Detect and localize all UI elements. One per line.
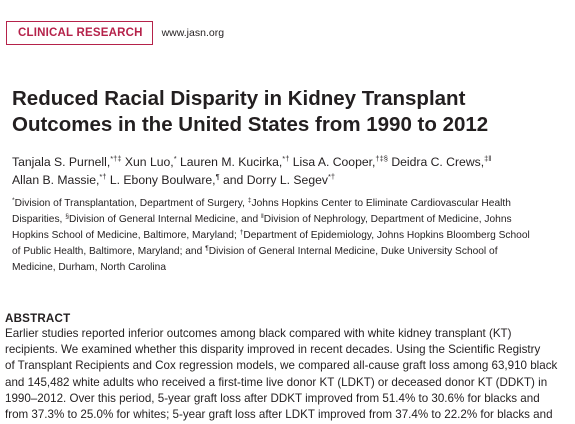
affiliation-marker: † (239, 229, 244, 236)
affiliation-marker: § (65, 213, 69, 220)
affiliation-marker: * (12, 197, 15, 204)
affiliation-line (12, 228, 568, 244)
author-affiliation-marker: ¶ (215, 172, 220, 181)
author-affiliation-marker: †‡§ (375, 154, 388, 163)
affiliation-text: Johns Hopkins Center to Eliminate Cardiovascular Health (251, 198, 511, 209)
affiliation-text: Division of General Internal Medicine, and (69, 214, 261, 225)
abstract-line: from 37.3% to 25.0% for whites; 5-year graft loss after LDKT improved from 37.4% to 22.2% for blacks and (5, 408, 553, 422)
affiliation-text: Department of Epidemiology, Johns Hopkins Bloomberg School (243, 230, 530, 241)
section-label-badge: CLINICAL RESEARCH (6, 21, 153, 45)
author-name: Xun Luo, (121, 155, 174, 169)
author-affiliation-marker: ‡ǁ (484, 154, 492, 163)
author-name: Lauren M. Kucirka, (176, 155, 283, 169)
author-name: Tanjala S. Purnell, (12, 155, 111, 169)
author-name: Allan B. Massie, (12, 173, 100, 187)
affiliation-text: Disparities, (12, 214, 66, 225)
abstract-line: and 145,482 white adults who received a first-time live donor KT (LDKT) or deceased donor KT (DDKT) in (5, 375, 548, 389)
affiliation-text: Medicine, Durham, North Carolina (12, 262, 167, 273)
affiliation-line (12, 244, 568, 260)
author-affiliation-marker: *† (282, 154, 290, 163)
author-name: L. Ebony Boulware, (106, 173, 216, 187)
author-name: Deidra C. Crews, (387, 155, 485, 169)
author-line (12, 153, 568, 171)
abstract-line: Earlier studies reported inferior outcomes among black compared with white kidney transplant (KT) (5, 327, 512, 340)
abstract-line: 1990–2012. Over this period, 5-year graft loss after DDKT improved from 51.4% to 30.6% for blacks and (5, 391, 540, 405)
affiliation-line (12, 260, 568, 276)
affiliation-text: Hopkins School of Medicine, Baltimore, Maryland; (12, 230, 240, 241)
author-name: Lisa A. Cooper, (289, 155, 376, 169)
author-affiliation-marker: *† (99, 172, 107, 181)
affiliation-text: Division of General Internal Medicine, Duke University School of (208, 246, 498, 257)
author-name: and Dorry L. Segev (219, 173, 328, 187)
title-line: Outcomes in the United States from 1990 to 2012 (12, 113, 489, 136)
affiliation-marker: ‡ (247, 197, 252, 204)
journal-header (6, 21, 224, 45)
affiliations-block (12, 196, 568, 276)
affiliation-text: of Public Health, Baltimore, Maryland; and (12, 246, 206, 257)
affiliation-marker: ¶ (205, 245, 209, 252)
abstract-body (5, 326, 573, 423)
affiliation-text: Division of Transplantation, Department of Surgery, (14, 198, 248, 209)
author-line (12, 171, 568, 189)
affiliation-line (12, 196, 568, 212)
journal-url[interactable]: www.jasn.org (161, 27, 225, 39)
author-list (12, 153, 568, 189)
author-affiliation-marker: *†‡ (110, 154, 122, 163)
abstract-line: recipients. We examined whether this disparity improved in recent decades. Using the Scientific Registry (5, 343, 541, 357)
affiliation-line (12, 212, 568, 228)
abstract-line: of Transplant Recipients and Cox regression models, we compared all-cause graft loss among 63,910 black (5, 359, 558, 373)
author-affiliation-marker: * (173, 154, 177, 163)
article-title (12, 86, 552, 138)
title-line: Reduced Racial Disparity in Kidney Transplant (12, 87, 466, 110)
affiliation-marker: ǁ (260, 213, 264, 220)
affiliation-text: Division of Nephrology, Department of Medicine, Johns (263, 214, 512, 225)
abstract-heading: ABSTRACT (5, 312, 71, 325)
author-affiliation-marker: *† (327, 172, 336, 181)
